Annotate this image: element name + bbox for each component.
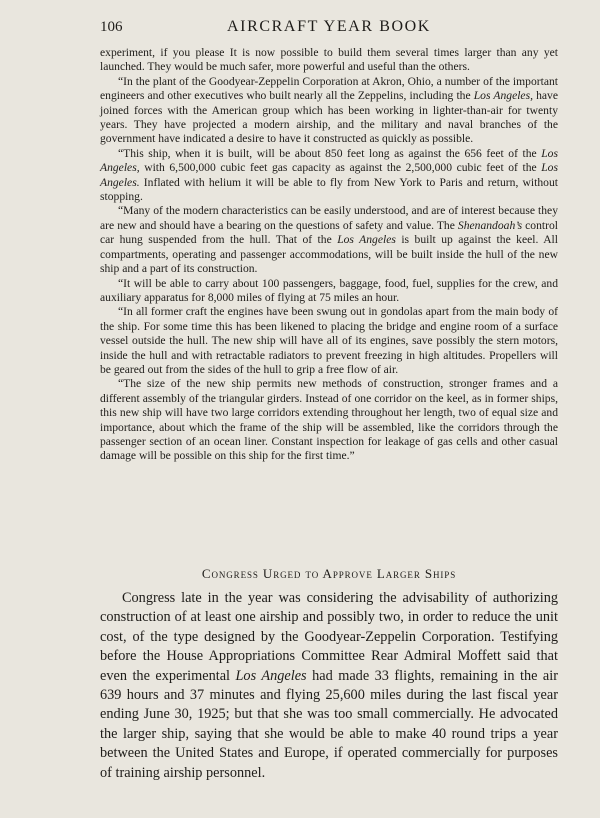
paragraph-2: “In the plant of the Goodyear-Zeppelin Corporation at Akron, Ohio, a number of the important engineers and other executives who built nearly all the Zeppelins, including the Los Angeles, have joined forces with the American group which has been working in lighter-than-air for twenty years. They have projected a modern airship, and the military and naval branches of the government have indicated a desire to have it constructed as quickly as possible. [100, 74, 558, 146]
paragraph-3: “This ship, when it is built, will be about 850 feet long as against the 656 feet of the Los Angeles, with 6,500,000 cubic feet gas capacity as against the 2,500,000 cubic feet of the Los Angeles. Inflated with helium it will be able to fly from New York to Paris and return, without stopping. [100, 146, 558, 204]
paragraph-1: experiment, if you please It is now possible to build them several times larger than any yet launched. They would be much safer, more powerful and useful than the others. [100, 46, 558, 74]
quoted-text-block [100, 46, 558, 464]
paragraph-8: Congress late in the year was considering the advisability of authorizing construction of at least one airship and possibly two, in order to reduce the unit cost, of the type designed by the Goodyear-Zeppelin Corporation. Testifying before the House Appropriations Committee Rear Admiral Moffett said that even the experimental Los Angeles had made 33 flights, remaining in the air 639 hours and 37 minutes and flying 25,600 miles during the last fiscal year ending June 30, 1925; but that she was too small commercially. He advocated the larger ship, saying that she would be able to make 40 round trips a year between the United States and Europe, if operated commercially for purposes of training airship personnel. [100, 590, 558, 781]
paragraph-5: “It will be able to carry about 100 passengers, baggage, food, fuel, supplies for the crew, and auxiliary apparatus for 8,000 miles of flying at 75 miles an hour. [100, 276, 558, 304]
page-number: 106 [100, 19, 123, 35]
running-head: AIRCRAFT YEAR BOOK [227, 18, 431, 35]
paragraph-7: “The size of the new ship permits new methods of construction, stronger frames and a different assembly of the triangular girders. Instead of one corridor on the keel, as in former ships, this new ship will have two large corridors extending throughout her length, two of equal size and importance, about which the frame of the ship will be assembled, like the corridors through the passenger section of an ocean liner. Constant inspection for leakage of gas cells and other casual damage will be possible on this ship for the first time.” [100, 377, 558, 463]
paragraph-4: “Many of the modern characteristics can be easily understood, and are of interest because they are new and should have a bearing on the questions of safety and value. The Shenandoah’s control car hung suspended from the hull. That of the Los Angeles is built up against the keel. All compartments, operating and passenger accommodations, will be built inside the hull of the new ship and a part of its construction. [100, 204, 559, 276]
page-header [100, 18, 558, 40]
body-text-block [100, 589, 558, 783]
section-heading: Congress Urged to Approve Larger Ships [201, 566, 457, 581]
paragraph-6: “In all former craft the engines have been swung out in gondolas apart from the main body of the ship. For some time this has been likened to placing the bridge and engine room of a surface vessel outside the hull. The new ship will have all of its engines, save possibly the stern motors, inside the hull and with retractable radiators to prevent freezing in high altitudes. Propellers will be geared out from the sides of the hull to grip a free flow of air. [100, 305, 558, 376]
